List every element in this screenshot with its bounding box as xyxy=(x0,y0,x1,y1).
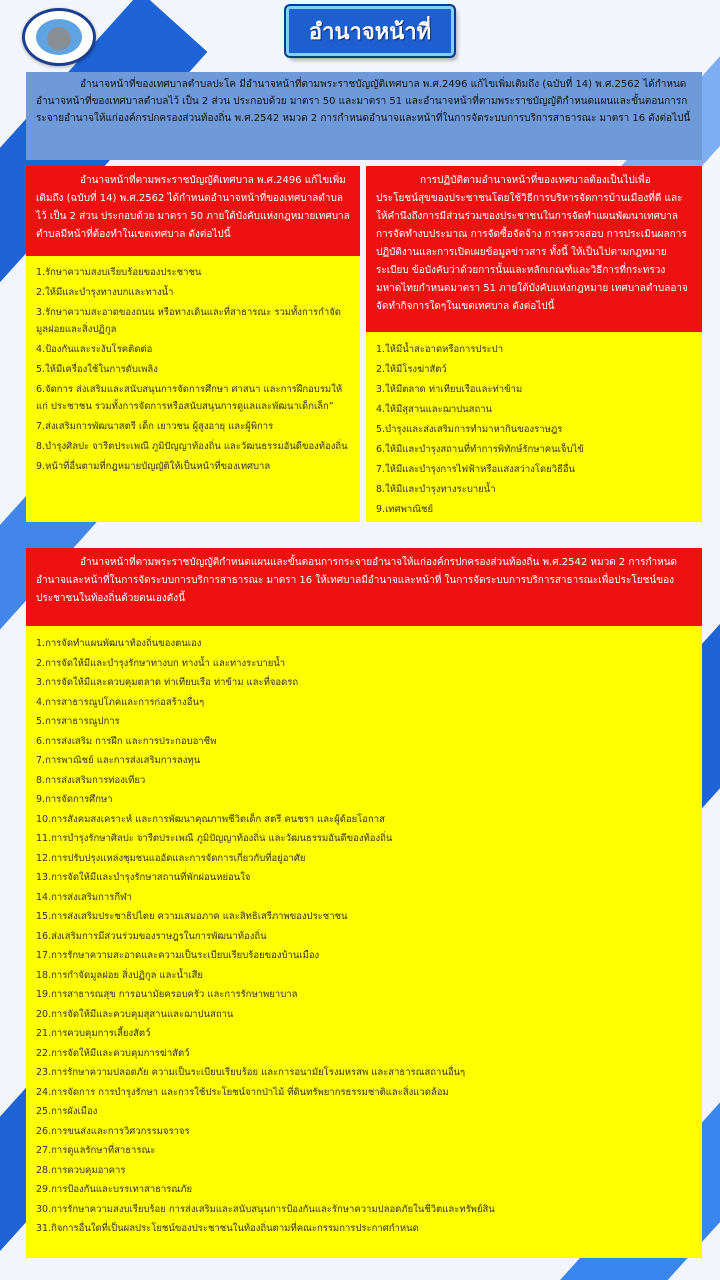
municipality-logo xyxy=(22,8,96,66)
intro-text: อำนาจหน้าที่ของเทศบาลตำบลปะโค มีอำนาจหน้าที่ตามพระราชบัญญัติเทศบาล พ.ศ.2496 แก้ไขเพิ่มเติมถึง (ฉบับที่ 14) พ.ศ.2562 ได้กำหนดอำนาจหน้าที่ของเทศบาลตำบลไว้ เป็น 2 ส่วน ประกอบด้วย มาตรา 50 และมาตรา 51 และอำนาจหน้าที่ตามพระราชบัญญัติกำหนดแผนและขั้นตอนการกระจายอำนาจให้แก่องค์กรปกครองส่วนท้องถิ่น พ.ศ.2542 หมวด 2 การกำหนดอำนาจและหน้าที่ในการจัดระบบการบริการสาธารณะ มาตรา 16 ดังต่อไปนี้ xyxy=(36,79,691,124)
list-item: 13.การจัดให้มีและบำรุงรักษาสถานที่พักผ่อนหย่อนใจ xyxy=(36,872,251,883)
list-item: 20.การจัดให้มีและควบคุมสุสานและฌาปนสถาน xyxy=(36,1008,234,1020)
list-item: 25.การผังเมือง xyxy=(36,1106,98,1117)
section16-heading-box xyxy=(26,548,702,626)
list-item: 8.การส่งเสริมการท่องเที่ยว xyxy=(36,774,146,786)
list-item: 1.การจัดทำแผนพัฒนาท้องถิ่นของตนเอง xyxy=(36,638,202,649)
list-item: 6.จัดการ ส่งเสริมและสนับสนุนการจัดการศึกษา ศาสนา และการฝึกอบรมให้แก่ ประชาชน รวมทั้งการจัดการหรือสนับสนุนการดูแลและพัฒนาเด็กเล็ก” xyxy=(36,384,343,412)
list-item: 1.รักษาความสงบเรียบร้อยของประชาชน xyxy=(36,267,202,278)
section51-heading: การปฏิบัติตามอำนาจหน้าที่ของเทศบาลต้องเป็นไปเพื่อประโยชน์สุขของประชาชนโดยใช้วิธีการบริหารจัดการบ้านเมืองที่ดี และให้คำนึงถึงการมีส่วนร่วมของประชาชนในการจัดทำแผนพัฒนาเทศบาล การจัดทำงบประมาณ การจัดซื้อจัดจ้าง การตรวจสอบ การประเมินผลการปฏิบัติงานและการเปิดเผยข้อมูลข่าวสาร ทั้งนี้ ให้เป็นไปตามกฎหมาย ระเบียบ ข้อบังคับว่าด้วยการนั้นและหลักเกณฑ์และวิธีการที่กระทรวงมหาดไทยกำหนดมาตรา 51 ภายใต้บังคับแห่งกฎหมาย เทศบาลตำบลอาจจัดทำกิจการใดๆในเขตเทศบาล ดังต่อไปนี้ xyxy=(376,175,688,312)
section51-heading-box xyxy=(366,166,702,332)
list-item: 24.การจัดการ การบำรุงรักษา และการใช้ประโยชน์จากป่าไม้ ที่ดินทรัพยากรธรรมชาติและสิ่งแวดล้อม xyxy=(36,1086,449,1098)
section51-list xyxy=(376,340,692,520)
intro-box xyxy=(26,72,702,160)
page-title: อำนาจหน้าที่ xyxy=(308,19,432,45)
list-item: 8.ให้มีและบำรุงทางระบายน้ำ xyxy=(376,484,496,495)
logo-emblem-icon xyxy=(36,19,82,55)
section50-list-box xyxy=(26,256,360,522)
list-item: 4.ป้องกันและระงับโรคติดต่อ xyxy=(36,344,153,355)
section50-list xyxy=(36,264,350,475)
section50-heading-box xyxy=(26,166,360,256)
list-item: 21.การควบคุมการเลี้ยงสัตว์ xyxy=(36,1028,151,1039)
section51-list-box xyxy=(366,332,702,522)
list-item: 4.ให้มีสุสานและฌาปนสถาน xyxy=(376,404,493,415)
list-item: 7.ส่งเสริมการพัฒนาสตรี เด็ก เยาวชน ผู้สูงอายุ และผู้พิการ xyxy=(36,421,274,432)
list-item: 28.การควบคุมอาคาร xyxy=(36,1164,126,1176)
list-item: 9.การจัดการศึกษา xyxy=(36,794,113,805)
list-item: 29.การป้องกันและบรรเทาสาธารณภัย xyxy=(36,1184,193,1195)
list-item: 9.เทศพาณิชย์ xyxy=(376,504,434,515)
section16-list xyxy=(36,634,692,1239)
list-item: 2.การจัดให้มีและบำรุงรักษาทางบก ทางน้ำ และทางระบายน้ำ xyxy=(36,657,286,669)
list-item: 30.การรักษาความสงบเรียบร้อย การส่งเสริมและสนับสนุนการป้องกันและรักษาความปลอดภัยในชีวิตและทรัพย์สิน xyxy=(36,1203,495,1215)
list-item: 26.การขนส่งและการวิศวกรรมจราจร xyxy=(36,1125,190,1137)
list-item: 7.ให้มีและบำรุงการไฟฟ้าหรือแสงสว่างโดยวิธีอื่น xyxy=(376,464,576,475)
list-item: 9.หน้าที่อื่นตามที่กฎหมายบัญญัติให้เป็นหน้าที่ของเทศบาล xyxy=(36,461,271,472)
list-item: 1.ให้มีน้ำสะอาดหรือการประปา xyxy=(376,344,504,355)
section16-list-box xyxy=(26,626,702,1258)
list-item: 5.ให้มีเครื่องใช้ในการดับเพลิง xyxy=(36,364,158,375)
list-item: 5.การสาธารณูปการ xyxy=(36,716,120,727)
list-item: 31.กิจการอื่นใดที่เป็นผลประโยชน์ของประชาชนในท้องถิ่นตามที่คณะกรรมการประกาศกำหนด xyxy=(36,1223,419,1234)
list-item: 19.การสาธารณสุข การอนามัยครอบครัว และการรักษาพยาบาล xyxy=(36,989,298,1000)
list-item: 27.การดูแลรักษาที่สาธารณะ xyxy=(36,1145,156,1156)
title-banner xyxy=(286,6,454,56)
list-item: 3.การจัดให้มีและควบคุมตลาด ท่าเทียบเรือ ท่าข้าม และที่จอดรถ xyxy=(36,677,299,688)
list-item: 15.การส่งเสริมประชาธิปไตย ความเสมอภาค และสิทธิเสรีภาพของประชาชน xyxy=(36,911,348,922)
list-item: 3.รักษาความสะอาดของถนน หรือทางเดินและที่สาธารณะ รวมทั้งการกำจัดมูลฝอยและสิ่งปฏิกูล xyxy=(36,307,341,335)
list-item: 22.การจัดให้มีและควบคุมการฆ่าสัตว์ xyxy=(36,1047,190,1059)
section50-heading: อำนาจหน้าที่ตามพระราชบัญญัติเทศบาล พ.ศ.2496 แก้ไขเพิ่มเติมถึง (ฉบับที่ 14) พ.ศ.2562 ได้กำหนดอำนาจหน้าที่ของเทศบาลตำบลไว้ เป็น 2 ส่วน ประกอบด้วย มาตรา 50 ภายใต้บังคับแห่งกฎหมายเทศบาลตำบลมีหน้าที่ต้องทำในเขตเทศบาล ดังต่อไปนี้ xyxy=(36,175,350,240)
list-item: 5.บำรุงและส่งเสริมการทำมาหากินของราษฎร xyxy=(376,424,563,435)
list-item: 4.การสาธารณูปโภคและการก่อสร้างอื่นๆ xyxy=(36,696,205,708)
list-item: 17.การรักษาความสะอาดและความเป็นระเบียบเรียบร้อยของบ้านเมือง xyxy=(36,950,320,961)
list-item: 12.การปรับปรุงแหล่งชุมชนแออัดและการจัดการเกี่ยวกับที่อยู่อาศัย xyxy=(36,852,306,864)
list-item: 10.การสังคมสงเคราะห์ และการพัฒนาคุณภาพชีวิตเด็ก สตรี คนชรา และผู้ด้อยโอกาส xyxy=(36,813,385,825)
list-item: 8.บำรุงศิลปะ จารีตประเพณี ภูมิปัญญาท้องถิ่น และวัฒนธรรมอันดีของท้องถิ่น xyxy=(36,441,348,452)
list-item: 3.ให้มีตลาด ท่าเทียบเรือและท่าข้าม xyxy=(376,384,523,395)
section16-heading: อำนาจหน้าที่ตามพระราชบัญญัติกำหนดแผนและขั้นตอนการกระจายอำนาจให้แก่องค์กรปกครองส่วนท้องถิ่น พ.ศ.2542 หมวด 2 การกำหนดอำนาจและหน้าที่ในการจัดระบบการบริการสาธารณะ มาตรา 16 ให้เทศบาลมีอำนาจและหน้าที่ ในการจัดระบบการบริการสาธารณะเพื่อประโยชน์ของประชาชนในท้องถิ่นด้วยตนเองดังนี้ xyxy=(36,557,678,604)
list-item: 16.ส่งเสริมการมีส่วนร่วมของราษฎรในการพัฒนาท้องถิ่น xyxy=(36,930,267,942)
list-item: 11.การบำรุงรักษาศิลปะ จารีตประเพณี ภูมิปัญญาท้องถิ่น และวัฒนธรรมอันดีของท้องถิ่น xyxy=(36,833,393,844)
list-item: 23.การรักษาความปลอดภัย ความเป็นระเบียบเรียบร้อย และการอนามัยโรงมหรสพ และสาธารณสถานอื่นๆ xyxy=(36,1067,466,1078)
list-item: 18.การกำจัดมูลฝอย สิ่งปฏิกูล และน้ำเสีย xyxy=(36,969,203,981)
list-item: 7.การพาณิชย์ และการส่งเสริมการลงทุน xyxy=(36,755,201,766)
list-item: 6.ให้มีและบำรุงสถานที่ทำการพิทักษ์รักษาคนเจ็บไข้ xyxy=(376,444,584,455)
list-item: 6.การส่งเสริม การฝึก และการประกอบอาชีพ xyxy=(36,735,217,747)
list-item: 14.การส่งเสริมการกีฬา xyxy=(36,891,132,903)
list-item: 2.ให้มีและบำรุงทางบกและทางน้ำ xyxy=(36,287,174,298)
list-item: 2.ให้มีโรงฆ่าสัตว์ xyxy=(376,364,447,375)
